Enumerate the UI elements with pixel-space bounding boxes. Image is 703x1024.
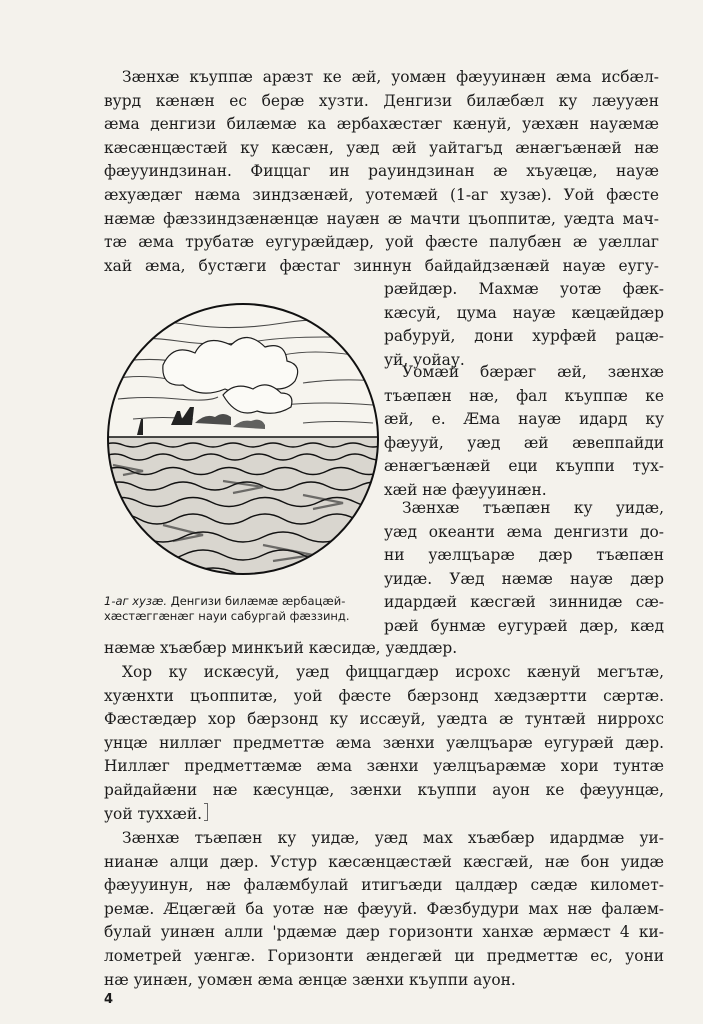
paragraph-3-tail	[104, 637, 659, 661]
text-line: рæйдæр. Махмæ уотæ фæк-	[384, 280, 664, 298]
text-line: тæ æма трубатæ еугурæйдæр, уой фæсте палубæн æ уæллаг	[104, 233, 659, 252]
text-line: Уомæй бæрæг æй, зæнхæ	[402, 363, 664, 381]
text-line: Зæнхæ тъæпæн ку уидæ, уæд мах хъæбæр идардмæ уи-	[122, 829, 664, 847]
text-line: нæмæ фæззиндзæнæнцæ науæн æ мачти цъоппитæ, уæдта мач-	[104, 209, 659, 228]
text-line	[104, 803, 664, 827]
paragraph-5	[104, 827, 664, 992]
text-line: кæсуй, цума науæ кæцæйдæр	[384, 303, 664, 322]
text-line: Зæнхæ къуппæ арæзт ке æй, уомæн фæууинæн æма исбæл-	[122, 68, 659, 86]
text-line: æй, е. Æма науæ идард ку	[384, 410, 664, 429]
paragraph-2	[384, 361, 664, 503]
bracket-mark	[204, 803, 208, 821]
page-number: 4	[104, 992, 114, 1007]
figure-label: 1-аг хузæ.	[104, 594, 168, 608]
text-line: нæмæ хъæбæр минкъий кæсидæ, уæддæр.	[104, 639, 458, 657]
text-line-content: уой туххæй.	[104, 804, 203, 823]
text-line: уидæ. Уæд нæмæ науæ дæр	[384, 569, 664, 588]
text-line: хай æма, бустæги фæстаг зиннун байдайдзæнæй науæ еугу-	[104, 256, 659, 275]
text-line: æнæгъæнæй еци къуппи тух-	[384, 457, 664, 476]
text-line: лометрей уæнгæ. Горизонти æндегæй ци предметтæ ес, уони	[104, 946, 664, 965]
text-line: кæсæнцæстæй ку кæсæн, уæд æй уайтагъд æнæгъæнæй нæ	[104, 138, 659, 157]
paragraph-3	[384, 497, 664, 639]
ship-horizon-illustration	[103, 295, 383, 585]
text-line: райдайæни нæ кæсунцæ, зæнхи къуппи ауон ке фæуунцæ,	[104, 780, 664, 799]
figure-caption-text: Денгизи билæмæ æрбацæй-хæстæггæнæг науи сабургай фæззинд.	[104, 594, 350, 623]
text-line: хæй нæ фæууинæн.	[384, 480, 547, 499]
text-line: æхуæдæг нæма зиндзæнæй, уотемæй (1-аг хузæ). Уой фæсте	[104, 185, 659, 204]
text-line: Фæстæдæр хор бæрзонд ку иссæуй, уæдта æ тунтæй ниррохс	[104, 710, 664, 729]
text-line: хуæнхти цъоппитæ, уой фæсте бæрзонд хæдзæртти сæртæ.	[104, 686, 664, 705]
text-line: фæууинун, нæ фалæмбулай итигъæди цалдæр сæдæ километ-	[104, 876, 664, 895]
paragraph-1	[104, 66, 659, 278]
text-line: идардæй кæсгæй зиннидæ сæ-	[384, 593, 664, 612]
text-line: фæууиндзинан. Фиццаг ин рауиндзинан æ хъуæцæ, науæ	[104, 162, 659, 181]
text-line: рæй бунмæ еугурæй дæр, кæд	[384, 616, 664, 635]
text-line: рабуруй, дони хурфæй рацæ-	[384, 327, 664, 346]
text-line: æма денгизи билæмæ ка æрбахæстæг кæнуй, уæхæн науæмæ	[104, 115, 659, 134]
paragraph-1-continuation	[384, 278, 664, 372]
text-line: Зæнхæ тъæпæн ку уидæ,	[402, 499, 664, 517]
text-line: ни уæлцъарæ дæр тъæпæн	[384, 546, 664, 565]
text-line: булай уинæн алли 'рдæмæ дæр горизонти ханхæ æрмæст 4 ки-	[104, 923, 664, 942]
text-line: вурд кæнæн ес берæ хузти. Денгизи билæбæл ку лæууæн	[104, 91, 659, 110]
text-line: Хор ку искæсуй, уæд фиццагдæр исрохс кæнуй мегътæ,	[122, 663, 664, 681]
text-line: тъæпæн нæ, фал къуппæ ке	[384, 386, 664, 405]
text-line: Ниллæг предметтæмæ æма зæнхи уæлцъарæмæ хори тунтæ	[104, 757, 664, 776]
text-line: нианæ алци дæр. Устур кæсæнцæстæй кæсгæй, нæ бон уидæ	[104, 852, 664, 871]
text-line: фæууй, уæд æй æвеппайди	[384, 433, 664, 452]
text-line: уæд океанти æма денгизти до-	[384, 522, 664, 541]
paragraph-4	[104, 661, 664, 826]
figure-caption	[104, 594, 382, 624]
text-line: уй, уойау.	[384, 350, 465, 369]
text-line: нæ уинæн, уомæн æма æнцæ зæнхи къуппи ауон.	[104, 970, 516, 989]
text-line: ремæ. Æцæгæй ба уотæ нæ фæууй. Фæзбудури мах нæ фалæм-	[104, 899, 664, 918]
text-line: унцæ ниллæг предметтæ æма зæнхи уæлцъарæ еугурæй дæр.	[104, 733, 664, 752]
